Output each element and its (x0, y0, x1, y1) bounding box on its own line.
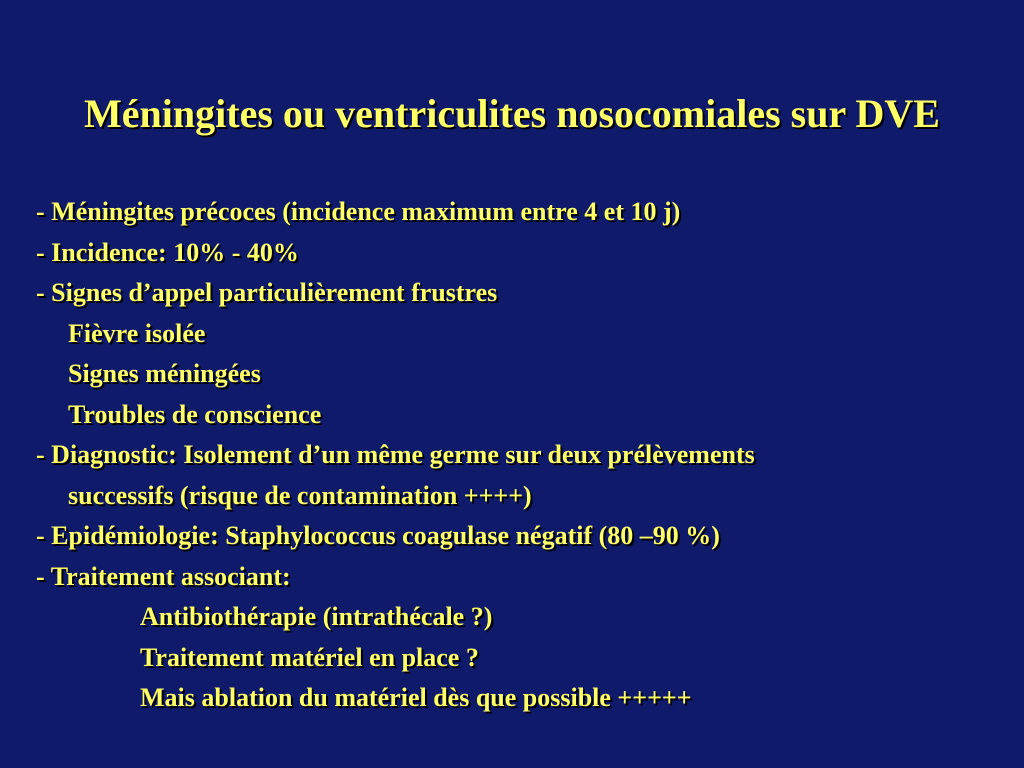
slide-title: Méningites ou ventriculites nosocomiales sur DVE (84, 91, 940, 136)
list-subitem-text: Traitement matériel en place ? (140, 642, 479, 672)
list-item (36, 273, 1006, 314)
list-item-text: Diagnostic: Isolement d’un même germe sur deux prélèvements (51, 440, 755, 469)
bullet-dash: - (36, 440, 45, 469)
list-subitem (36, 638, 1006, 679)
list-subitem-text: Mais ablation du matériel dès que possible +++++ (140, 683, 692, 712)
list-subitem (36, 395, 1006, 436)
list-item (36, 435, 1006, 476)
list-item (36, 516, 1006, 557)
list-item-text: Signes d’appel particulièrement frustres (51, 278, 498, 307)
bullet-dash: - (36, 237, 45, 267)
list-subitem-text: Antibiothérapie (intrathécale ?) (140, 602, 493, 631)
bullet-dash: - (36, 278, 45, 307)
bullet-dash: - (36, 521, 45, 550)
bullet-list (36, 192, 1006, 719)
list-subitem (36, 314, 1006, 355)
list-continuation (36, 476, 1006, 517)
list-item-text: Méningites précoces (incidence maximum entre 4 et 10 j) (51, 197, 681, 226)
list-item (36, 557, 1006, 598)
list-subitem-text: Fièvre isolée (68, 318, 206, 348)
list-continuation-text: successifs (risque de contamination ++++) (68, 480, 532, 510)
list-item-text: Epidémiologie: Staphylococcus coagulase négatif (80 –90 %) (51, 521, 720, 550)
list-item-text: Incidence: 10% - 40% (51, 237, 299, 267)
bullet-dash: - (36, 197, 45, 226)
list-subitem (36, 678, 1006, 719)
bullet-dash: - (36, 561, 45, 591)
list-subitem (36, 354, 1006, 395)
list-subitem-text: Troubles de conscience (68, 399, 322, 429)
list-subitem-text: Signes méningées (68, 359, 261, 388)
list-item (36, 192, 1006, 233)
list-subitem (36, 597, 1006, 638)
list-item-text: Traitement associant: (50, 561, 291, 591)
list-item (36, 233, 1006, 274)
